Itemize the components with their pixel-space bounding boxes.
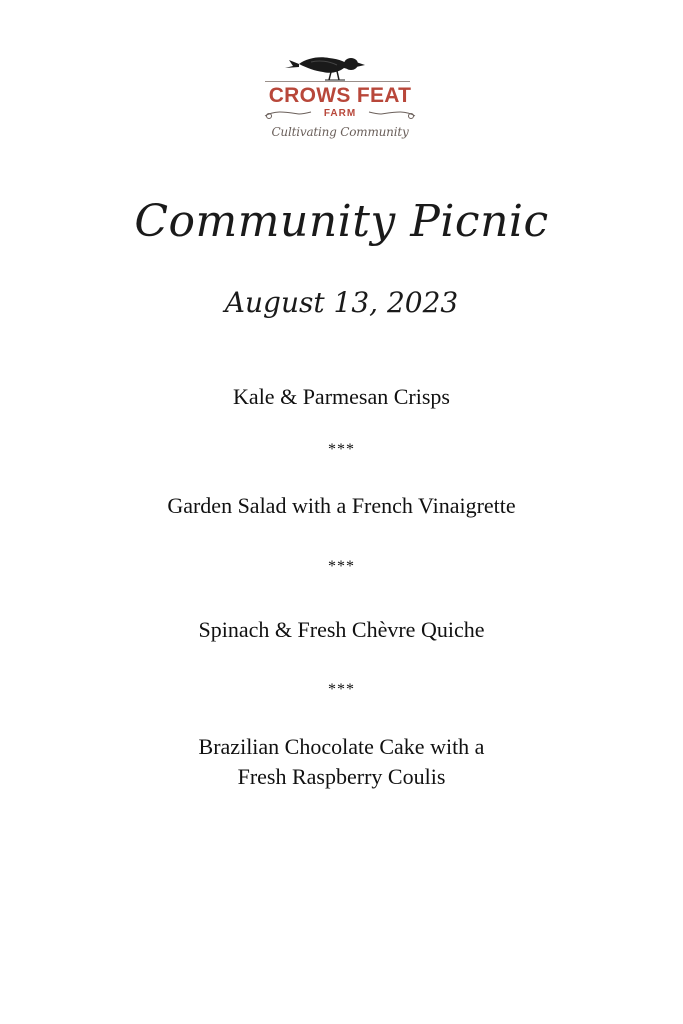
course-3: Spinach & Fresh Chèvre Quiche [198,617,485,642]
separator: *** [328,441,355,458]
course-2: Garden Salad with a French Vinaigrette [167,493,516,518]
logo-name: CROWS FEAT [268,84,412,107]
separator: *** [328,558,355,575]
event-title: Community Picnic [134,196,549,247]
course-4-line-2: Fresh Raspberry Coulis [237,764,446,789]
course-1: Kale & Parmesan Crisps [233,384,450,409]
event-date: August 13, 2023 [224,286,459,319]
logo-tagline: Cultivating Community [271,125,409,139]
course-4-line-1: Brazilian Chocolate Cake with a [198,734,485,759]
logo-sub: FARM [323,108,357,119]
separator: *** [328,681,355,698]
